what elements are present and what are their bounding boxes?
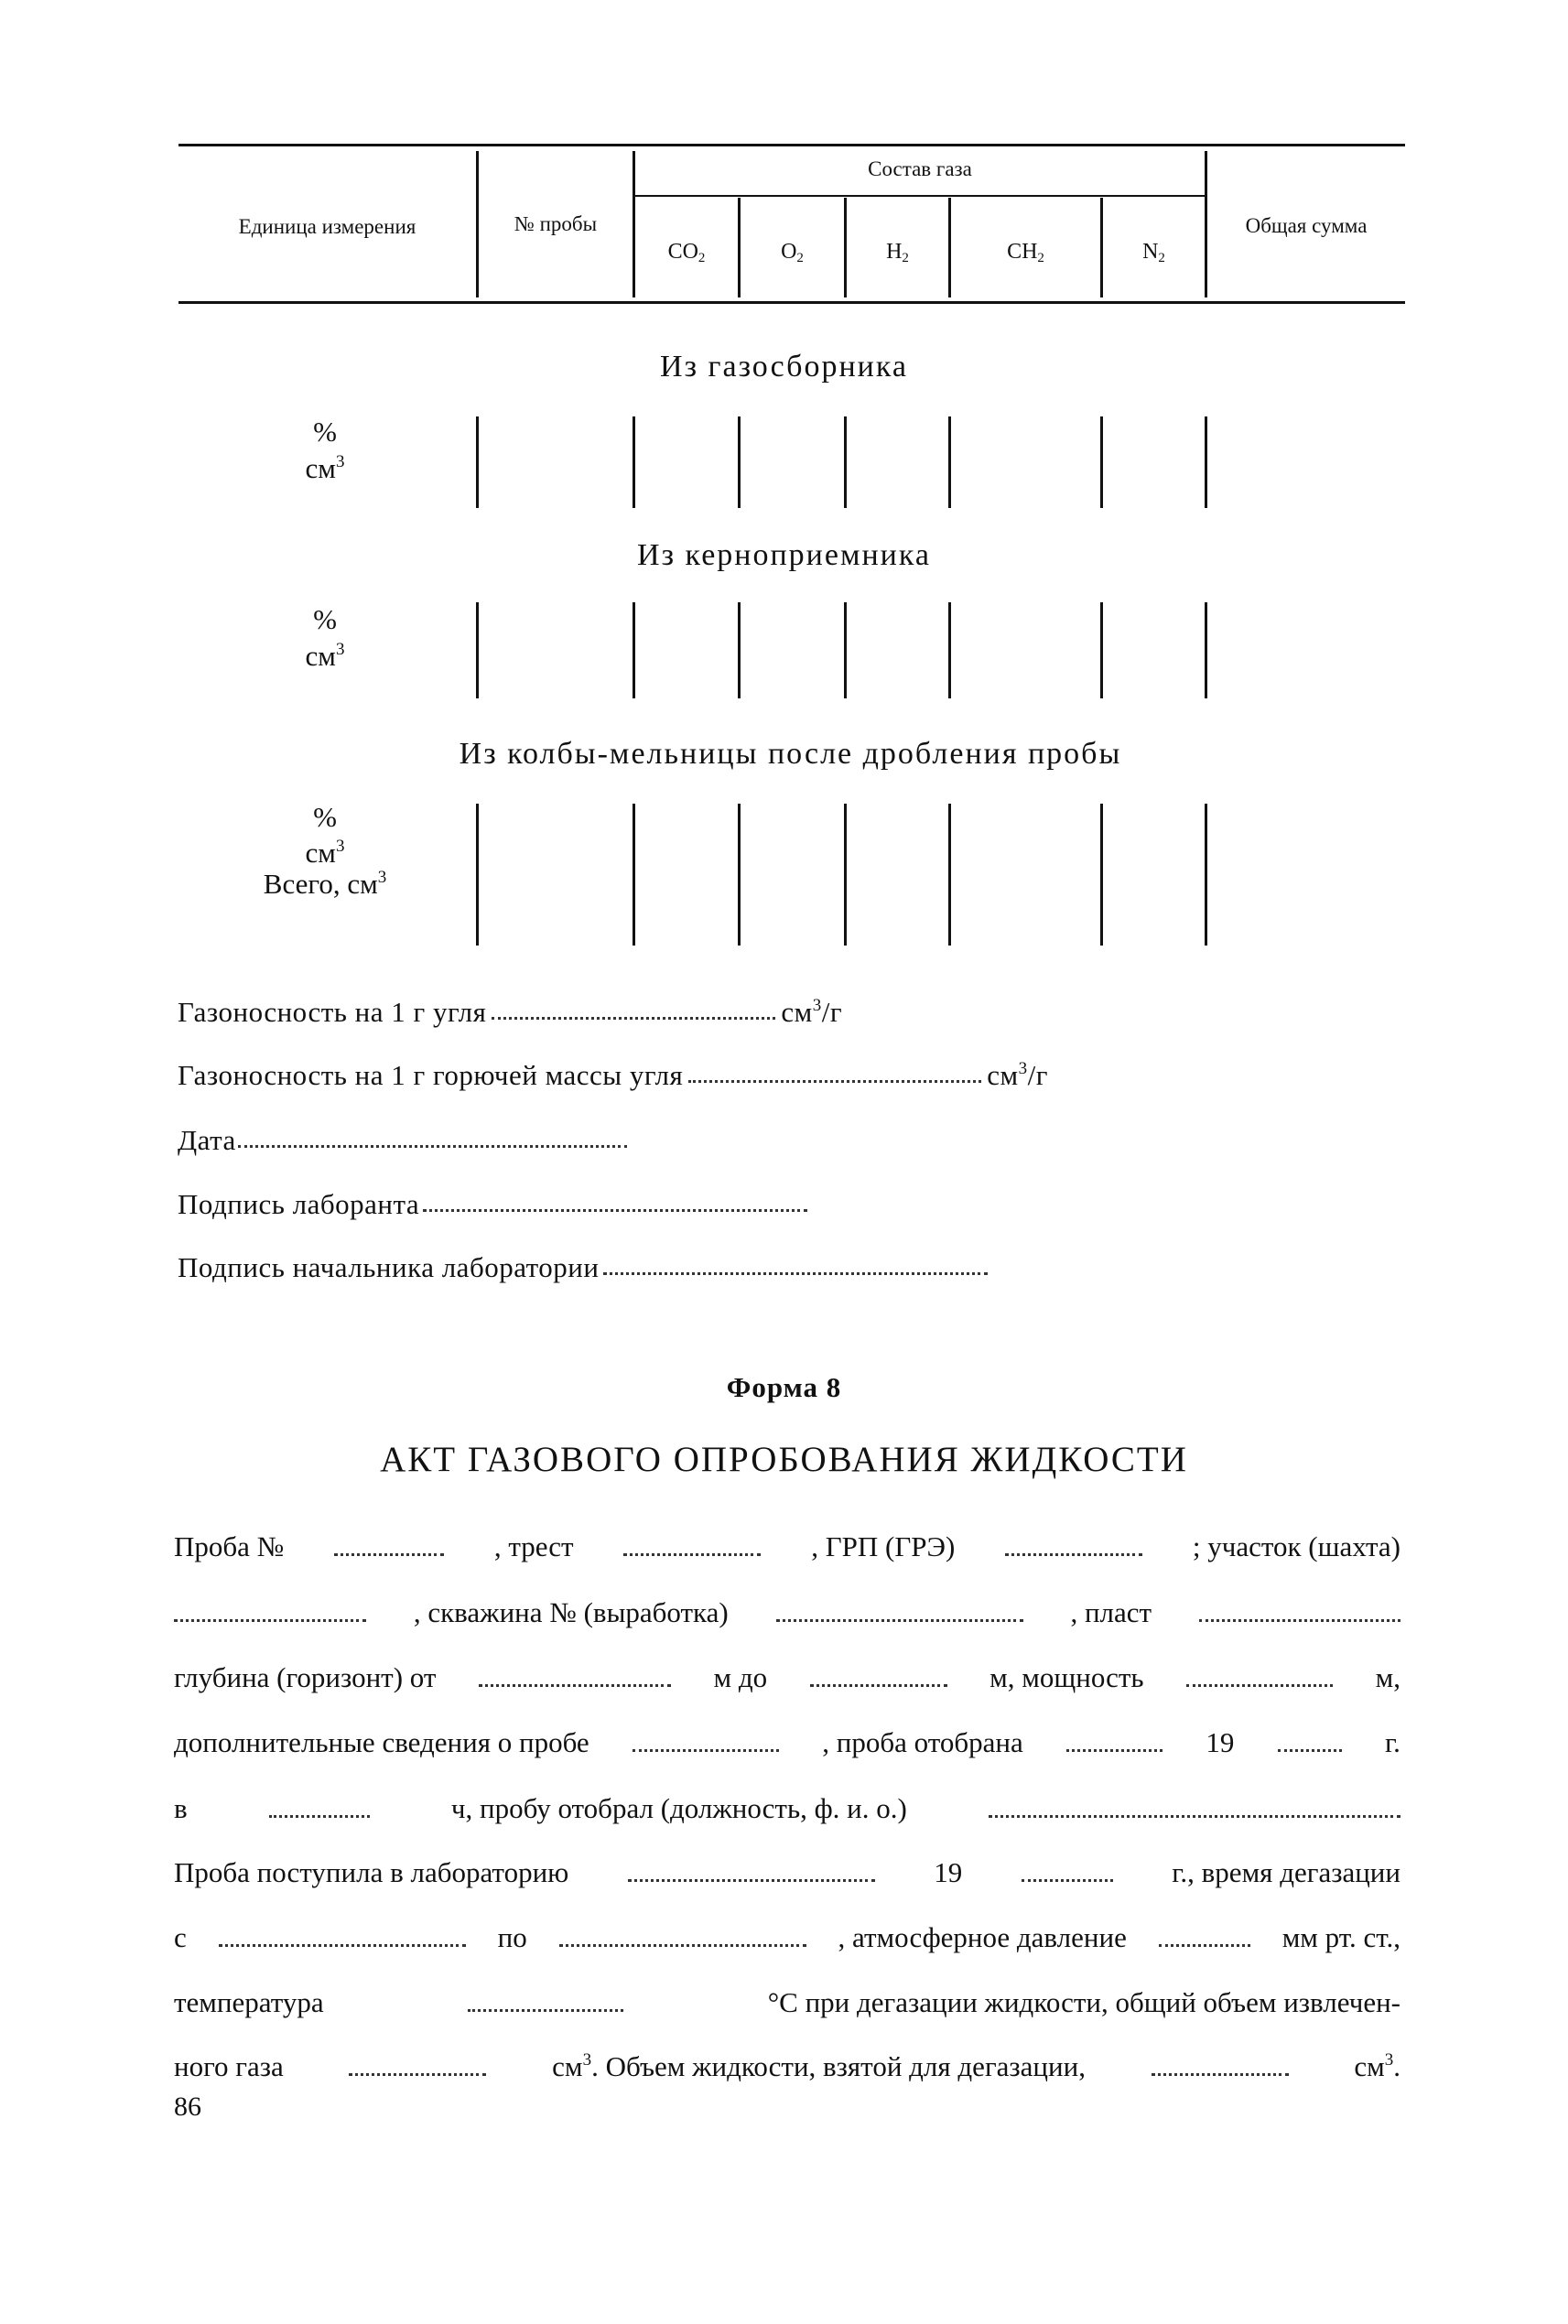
unit-label: % — [313, 603, 337, 635]
composition-rule — [633, 195, 1206, 197]
header-total: Общая сумма — [1245, 214, 1368, 237]
form-line: , скважина № (выработка) , пласт — [174, 1596, 1400, 1629]
form-line: ного газа $см^3$. Объем жидкости, взятой для дегазации, $см^3$. — [174, 2050, 1400, 2082]
table-column — [948, 804, 951, 946]
form-number: Форма 8 — [726, 1371, 842, 1403]
unit-label: $см^3$ — [305, 452, 345, 484]
gas-content-combustible: Газоносность на 1 г горючей массы угля $см^3/г$ — [178, 1059, 1048, 1091]
table-column — [476, 416, 479, 508]
table-column — [1100, 804, 1103, 946]
gas-ch2: $CH_2$ — [1007, 240, 1044, 265]
form-line: глубина (горизонт) от м до м, мощность м, — [174, 1661, 1400, 1693]
table-column — [1205, 416, 1207, 508]
form-line: Проба поступила в лабораторию 19 г., время дегазации — [174, 1856, 1400, 1888]
header-composition: Состав газа — [868, 157, 972, 180]
table-column — [1205, 602, 1207, 698]
table-column — [844, 804, 847, 946]
page-number: 86 — [174, 2092, 201, 2122]
table-column — [1205, 804, 1207, 946]
table-column — [633, 416, 635, 508]
table-column — [476, 602, 479, 698]
table-top-rule — [178, 144, 1405, 146]
section-title: Из газосборника — [660, 350, 908, 384]
form-line: дополнительные сведения о пробе , проба отобрана 19 г. — [174, 1726, 1400, 1758]
unit-label: $см^3$ — [305, 640, 345, 672]
table-column — [948, 416, 951, 508]
table-column — [738, 804, 741, 946]
table-column — [1100, 602, 1103, 698]
table-column — [738, 416, 741, 508]
form-line: температура °С при дегазации жидкости, общий объем извлечен- — [174, 1986, 1400, 2018]
unit-label: Всего, $см^3$ — [263, 868, 387, 900]
gas-content-coal: Газоносность на 1 г угля $см^3/г$ — [178, 996, 843, 1028]
header-unit: Единица измерения — [238, 215, 416, 238]
gas-h2: $H_2$ — [886, 240, 909, 265]
table-column — [1100, 416, 1103, 508]
table-column — [476, 804, 479, 946]
form-line: Проба № , трест , ГРП (ГРЭ) ; участок (шахта) — [174, 1530, 1400, 1562]
table-column — [948, 602, 951, 698]
form-line: в ч, пробу отобрал (должность, ф. и. о.) — [174, 1792, 1400, 1825]
table-column — [844, 602, 847, 698]
gas-n2: $N_2$ — [1142, 240, 1165, 265]
gas-o2: $O_2$ — [781, 240, 804, 265]
table-column — [633, 602, 635, 698]
section-title: Из колбы-мельницы после дробления пробы — [459, 737, 1122, 771]
lab-signature-line: Подпись лаборанта — [178, 1188, 813, 1221]
table-column — [633, 804, 635, 946]
form-line: с по , атмосферное давление мм рт. ст., — [174, 1921, 1400, 1953]
unit-label: $см^3$ — [305, 837, 345, 869]
date-line: Дата — [178, 1124, 633, 1157]
table-bottom-rule — [178, 301, 1405, 304]
unit-label: % — [313, 801, 337, 833]
head-signature-line: Подпись начальника лаборатории — [178, 1251, 993, 1284]
form-title: АКТ ГАЗОВОГО ОПРОБОВАНИЯ ЖИДКОСТИ — [380, 1440, 1188, 1479]
gas-co2: $CO_2$ — [667, 240, 706, 265]
table-column — [844, 416, 847, 508]
header-sample: № пробы — [514, 212, 598, 235]
table-column — [738, 602, 741, 698]
unit-label: % — [313, 416, 337, 448]
section-title: Из керноприемника — [637, 538, 931, 572]
